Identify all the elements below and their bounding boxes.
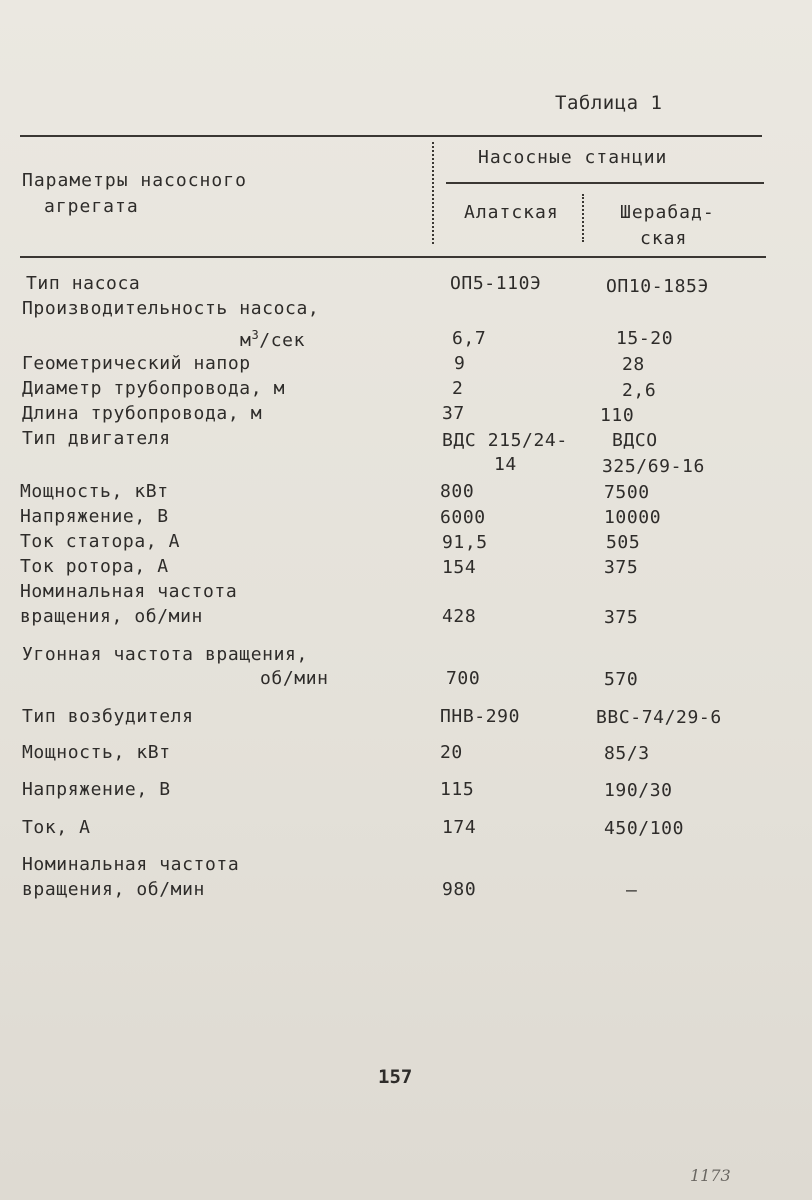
unit-m: м <box>240 330 252 351</box>
row-label: Ток статора, А <box>20 531 181 552</box>
table-caption: Таблица 1 <box>555 92 663 114</box>
value-sherabad: 10000 <box>604 507 662 528</box>
value-alatskaya: ВДС 215/24- <box>442 430 568 451</box>
value-alatskaya-cont: 14 <box>494 454 517 475</box>
unit-per-sec: /сек <box>259 330 306 351</box>
header-bottom-rule <box>20 256 766 258</box>
row-label-unit <box>240 328 305 351</box>
value-alatskaya: 37 <box>442 403 465 424</box>
row-label-cont: вращения, об/мин <box>22 879 205 900</box>
row-label: Напряжение, В <box>20 506 169 527</box>
row-label: Длина трубопровода, м <box>22 403 263 424</box>
row-label: Номинальная частота <box>20 581 238 602</box>
row-label: Тип насоса <box>26 273 141 294</box>
row-label: Угонная частота вращения, <box>22 644 308 665</box>
row-label: Ток, А <box>22 817 91 838</box>
value-sherabad: 375 <box>604 607 639 628</box>
value-alatskaya: 6,7 <box>452 328 487 349</box>
row-label: Мощность, кВт <box>20 481 169 502</box>
handwritten-corner-mark: 1173 <box>690 1166 731 1185</box>
value-alatskaya: 9 <box>454 353 466 374</box>
header-divider-left <box>432 142 434 244</box>
row-label: Номинальная частота <box>22 854 240 875</box>
value-sherabad: 570 <box>604 669 639 690</box>
value-alatskaya: 980 <box>442 879 477 900</box>
header-param-line1: Параметры насосного <box>22 170 247 191</box>
row-label: Производительность насоса, <box>22 298 320 319</box>
row-label: Напряжение, В <box>22 779 171 800</box>
value-alatskaya: 154 <box>442 557 477 578</box>
value-sherabad: ВВС-74/29-6 <box>596 707 722 728</box>
value-alatskaya: 800 <box>440 481 475 502</box>
row-label: Геометрический напор <box>22 353 251 374</box>
value-alatskaya: 2 <box>452 378 464 399</box>
value-sherabad: 110 <box>600 405 635 426</box>
value-sherabad: – <box>626 880 638 901</box>
value-alatskaya: 428 <box>442 606 477 627</box>
row-label: Диаметр трубопровода, м <box>22 378 286 399</box>
page-number: 157 <box>378 1066 413 1088</box>
header-divider-middle <box>582 194 584 242</box>
header-group-title: Насосные станции <box>478 147 668 168</box>
value-alatskaya: 700 <box>446 668 481 689</box>
value-sherabad: ВДСО <box>612 430 658 451</box>
value-alatskaya: 174 <box>442 817 477 838</box>
header-col-alatskaya: Алатская <box>464 202 559 223</box>
value-sherabad-cont: 325/69-16 <box>602 456 705 477</box>
header-col-sherabad-line2: ская <box>640 228 688 249</box>
header-param-line2: агрегата <box>44 196 139 217</box>
value-sherabad: 2,6 <box>622 380 657 401</box>
row-label: Ток ротора, А <box>20 556 169 577</box>
row-label: Тип двигателя <box>22 428 171 449</box>
value-sherabad: 15-20 <box>616 328 674 349</box>
value-alatskaya: 20 <box>440 742 463 763</box>
header-col-sherabad-line1: Шерабад- <box>620 202 715 223</box>
value-alatskaya: ПНВ-290 <box>440 706 521 727</box>
value-sherabad: 375 <box>604 557 639 578</box>
value-sherabad: 7500 <box>604 482 650 503</box>
table-top-rule <box>20 135 762 137</box>
value-alatskaya: ОП5-110Э <box>450 273 542 294</box>
row-label: Тип возбудителя <box>22 706 194 727</box>
value-sherabad: 505 <box>606 532 641 553</box>
value-alatskaya: 6000 <box>440 507 486 528</box>
value-sherabad: 190/30 <box>604 780 673 801</box>
value-sherabad: ОП10-185Э <box>606 276 709 297</box>
value-sherabad: 85/3 <box>604 743 650 764</box>
value-alatskaya: 115 <box>440 779 475 800</box>
row-label-cont: вращения, об/мин <box>20 606 203 627</box>
value-sherabad: 450/100 <box>604 818 685 839</box>
header-group-rule <box>446 182 764 184</box>
row-label: Мощность, кВт <box>22 742 171 763</box>
unit-superscript: 3 <box>251 328 260 342</box>
row-label-cont: об/мин <box>260 668 329 689</box>
value-sherabad: 28 <box>622 354 645 375</box>
value-alatskaya: 91,5 <box>442 532 488 553</box>
